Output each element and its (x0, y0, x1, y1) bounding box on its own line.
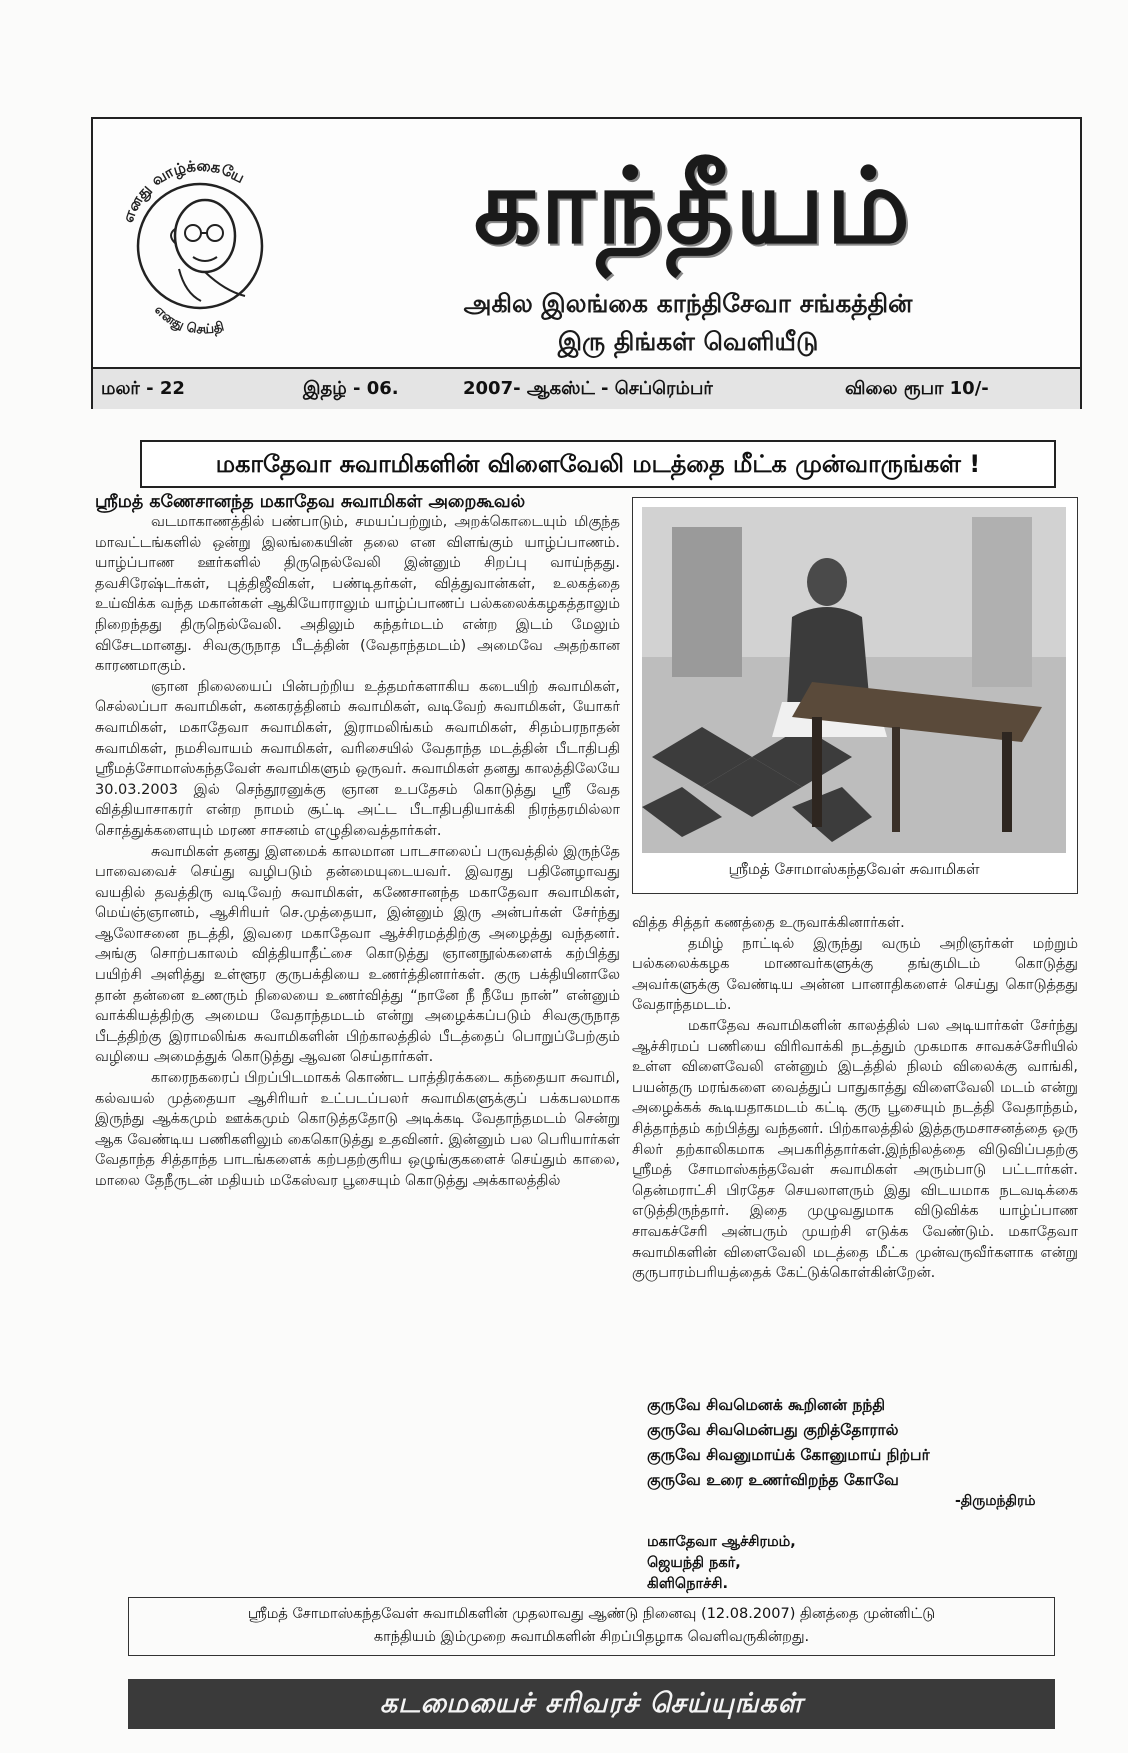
volume-number: மலர் - 22 (101, 378, 185, 399)
svg-text:எனது செய்தி: எனது செய்தி (151, 302, 226, 338)
paragraph: வித்த சித்தர் கணத்தை உருவாக்கினார்கள். (632, 915, 905, 931)
verse-line: குருவே சிவனுமாய்க் கோனுமாய் நிற்பர் (647, 1446, 930, 1464)
address-line: மகாதேவா ஆச்சிரமம், (647, 1534, 796, 1550)
svg-text:எனது வாழ்க்கையே: எனது வாழ்க்கையே (118, 156, 248, 225)
verse-line: குருவே சிவமெனக் கூறினன் நந்தி (647, 1396, 886, 1414)
verse-line: குருவே சிவமென்பது குறித்தோரால் (647, 1421, 899, 1439)
address-line: ஜெயந்தி நகர், (647, 1555, 741, 1571)
paragraph: ஞான நிலையைப் பின்பற்றிய உத்தமர்களாகிய கடையிற் சுவாமிகள், செல்லப்பா சுவாமிகள், கனகரத்தினம் சுவாமிகள், வடிவேற் சுவாமிகள், யோகர் சுவாமிகள், மகாதேவா சுவாமிகள், இராமலிங்கம் சுவாமிகள், சிதம்பரநாதன் சுவாமிகள், நமசிவாயம் சுவாமிகள், வரிசையில் வேதாந்த மடத்தின் பீடாதிபதி ஸ்ரீமத்சோமாஸ்கந்தவேள் சுவாமிகளும் ஒருவர். சுவாமிகள் தனது காலத்திலேயே 30.03.2003 இல் செந்தூரனுக்கு ஞான உபதேசம் கொடுத்து ஸ்ரீ வேத வித்தியாசாகரர் என்ற நாமம் சூட்டி அட்ட பீடாதிபதியாக்கி நிரந்தரமில்லா சொத்துக்களையும் மரண சாசனம் எழுதிவைத்தார்கள். (95, 678, 620, 839)
paragraph: சுவாமிகள் தனது இளமைக் காலமான பாடசாலைப் பருவத்தில் இருந்தே பாவைவைச் செய்து வழிபடும் தன்மையுடையவர். இவரது பதினேழாவது வயதில் தவத்திரு வடிவேற் சுவாமிகள், கணேசானந்த மகாதேவா சுவாமிகள், மெய்ஞ்ஞானம், ஆசிரியர் செ.முத்தையா, இன்னும் இரு அன்பர்கள் சேர்ந்து ஆலோசனை நடத்தி, இவரை மகாதேவா ஆச்சிரமத்திற்கு அழைத்து வந்தனர். அங்கு சொற்பகாலம் வித்தியாதீட்சை கொடுத்து ஞானநூல்களைக் கற்பித்து பயிற்சி அளித்து உள்ளூர குருபக்தியை உணர்த்தினார்கள். குரு பக்தியினாலே தான் தன்னை உணரும் நிலையை உணர்வித்து “நானே நீ நீயே நான்” என்னும் வாக்கியத்திற்கு அமைய வேதாந்தமடம் என்று அழைக்கப்படும் சிவகுருநாத பீடத்திற்கு இராமலிங்க சுவாமிகளின் பிற்காலத்தில் பீடத்தைப் பொறுப்பேற்கும் வழியை அமைத்துக் கொடுத்து ஆவன செய்தார்கள். (95, 843, 620, 1066)
frequency-line: இரு திங்கள் வெளியீடு (557, 327, 819, 356)
publisher-line: அகில இலங்கை காந்திசேவா சங்கத்தின் (463, 289, 913, 318)
verse-block (647, 1393, 1077, 1493)
price: விலை ரூபா 10/- (845, 378, 989, 399)
paragraph: வடமாகாணத்தில் பண்பாடும், சமயப்பற்றும், அறக்கொடையும் மிகுந்த மாவட்டங்களில் ஒன்று இலங்கையின் தலை என விளங்கும் யாழ்ப்பாணம். யாழ்ப்பாண ஊர்களில் திருநெல்வேலி இன்னும் சிறப்பு வாய்ந்தது. தவசிரேஷ்டர்கள், புத்திஜீவிகள், பண்டிதர்கள், வித்துவான்கள், உலகத்தை உய்விக்க வந்த மகான்கள் ஆகியோராலும் யாழ்ப்பாணப் பல்கலைக்கழகத்தாலும் நிறைந்தது திருநெல்வேலி. அதிலும் கந்தர்மடம் என்ற இடம் மேலும் விசேடமானது. சிவகுருநாத பீடத்தின் (வேதாந்தமடம்) அமைவே அதற்கான காரணமாகும். (95, 514, 620, 675)
issue-date: 2007- ஆகஸ்ட் - செப்ரெம்பர் (463, 378, 713, 399)
newspaper-title: காந்தீயம் (473, 144, 913, 267)
notice-line: காந்தியம் இம்முறை சுவாமிகளின் சிறப்பிதழாக வெளிவருகின்றது. (373, 1629, 810, 1645)
footer-banner: கடமையைச் சரிவரச் செய்யுங்கள் (128, 1679, 1055, 1729)
main-headline: மகாதேவா சுவாமிகளின் விளைவேலி மடத்தை மீட்க முன்வாருங்கள் ! (140, 440, 1056, 488)
article-right-column (632, 913, 1078, 1373)
paragraph: மகாதேவ சுவாமிகளின் காலத்தில் பல அடியார்கள் சேர்ந்து ஆச்சிரமப் பணியை விரிவாக்கி நடத்தும் முகமாக சாவகச்சேரியில் உள்ள விளைவேலி என்னும் இடத்தில் நிலம் விலைக்கு வாங்கி, பயன்தரு மரங்களை வைத்துப் பாதுகாத்து விளைவேலி மடம் என்று அழைக்கக் கூடியதாகமடம் கட்டி குரு பூசையும் நடத்தி வேதாந்தம், சித்தாந்தம் கற்பித்து வந்தனர். பிற்காலத்தில் இத்தருமசாசனத்தை ஒரு சிலர் தற்காலிகமாக அபகரித்தார்கள்.இந்நிலத்தை விடுவிப்பதற்கு ஸ்ரீமத் சோமாஸ்கந்தவேள் சுவாமிகள் அரும்பாடு பட்டார்கள். தென்மராட்சி பிரதேச செயலாளரும் இது விடயமாக நடவடிக்கை எடுத்திருந்தார். இதை முழுவதுமாக விடுவிக்க யாழ்ப்பாண சாவகச்சேரி அன்பரும் முயற்சி எடுக்க வேண்டும். மகாதேவா சுவாமிகளின் விளைவேலி மடத்தை மீட்க முன்வருவீர்களாக என்று குருபாரம்பரியத்தைக் கேட்டுக்கொள்கின்றேன். (632, 1017, 1078, 1282)
masthead (91, 117, 1082, 409)
memorial-notice (128, 1597, 1055, 1656)
article-left-column (95, 512, 620, 1567)
issue-info-bar (93, 367, 1080, 409)
notice-line: ஸ்ரீமத் சோமாஸ்கந்தவேள் சுவாமிகளின் முதலாவது ஆண்டு நினைவு (12.08.2007) தினத்தை முன்னிட்டு (247, 1606, 936, 1622)
photo-caption: ஸ்ரீமத் சோமாஸ்கந்தவேள் சுவாமிகள் (728, 860, 980, 878)
verse-line: குருவே உரை உணர்விறந்த கோவே (647, 1471, 899, 1489)
paragraph: தமிழ் நாட்டில் இருந்து வரும் அறிஞர்கள் மற்றும் பல்கலைக்கழக மாணவர்களுக்கு தங்குமிடம் கொடுத்து அவர்களுக்கு வேண்டிய அன்ன பானாதிகளைச் செய்து கொடுத்தது வேதாந்தமடம். (632, 935, 1078, 1014)
photo-box (632, 497, 1078, 894)
author-address (647, 1532, 947, 1595)
swami-photo (642, 507, 1066, 853)
issue-number: இதழ் - 06. (303, 378, 399, 399)
verse-source: -திருமந்திரம் (955, 1493, 1036, 1509)
gandhi-logo (105, 131, 295, 351)
address-line: கிளிநொச்சி. (647, 1576, 728, 1592)
article-heading: ஸ்ரீமத் கணேசானந்த மகாதேவ சுவாமிகள் அறைகூவல் (95, 492, 526, 512)
paragraph: காரைநகரைப் பிறப்பிடமாகக் கொண்ட பாத்திரக்கடை கந்தையா சுவாமி, கல்வயல் முத்தையா ஆசிரியர் உட்படப்பலர் சுவாமிகளுக்குப் பக்கபலமாக இருந்து ஆக்கமும் ஊக்கமும் கொடுத்ததோடு அடிக்கடி வேதாந்தமடம் சென்று ஆக வேண்டிய பணிகளிலும் கைகொடுத்து உதவினர். இன்னும் பல பெரியார்கள் வேதாந்த சித்தாந்த பாடங்களைக் கற்பதற்குரிய ஒழுங்குகளைச் செய்தும் காலை, மாலை தேநீருடன் மதியம் மகேஸ்வர பூசையும் கொடுத்து அக்காலத்தில் (95, 1070, 620, 1189)
gandhi-portrait-icon (105, 131, 295, 351)
